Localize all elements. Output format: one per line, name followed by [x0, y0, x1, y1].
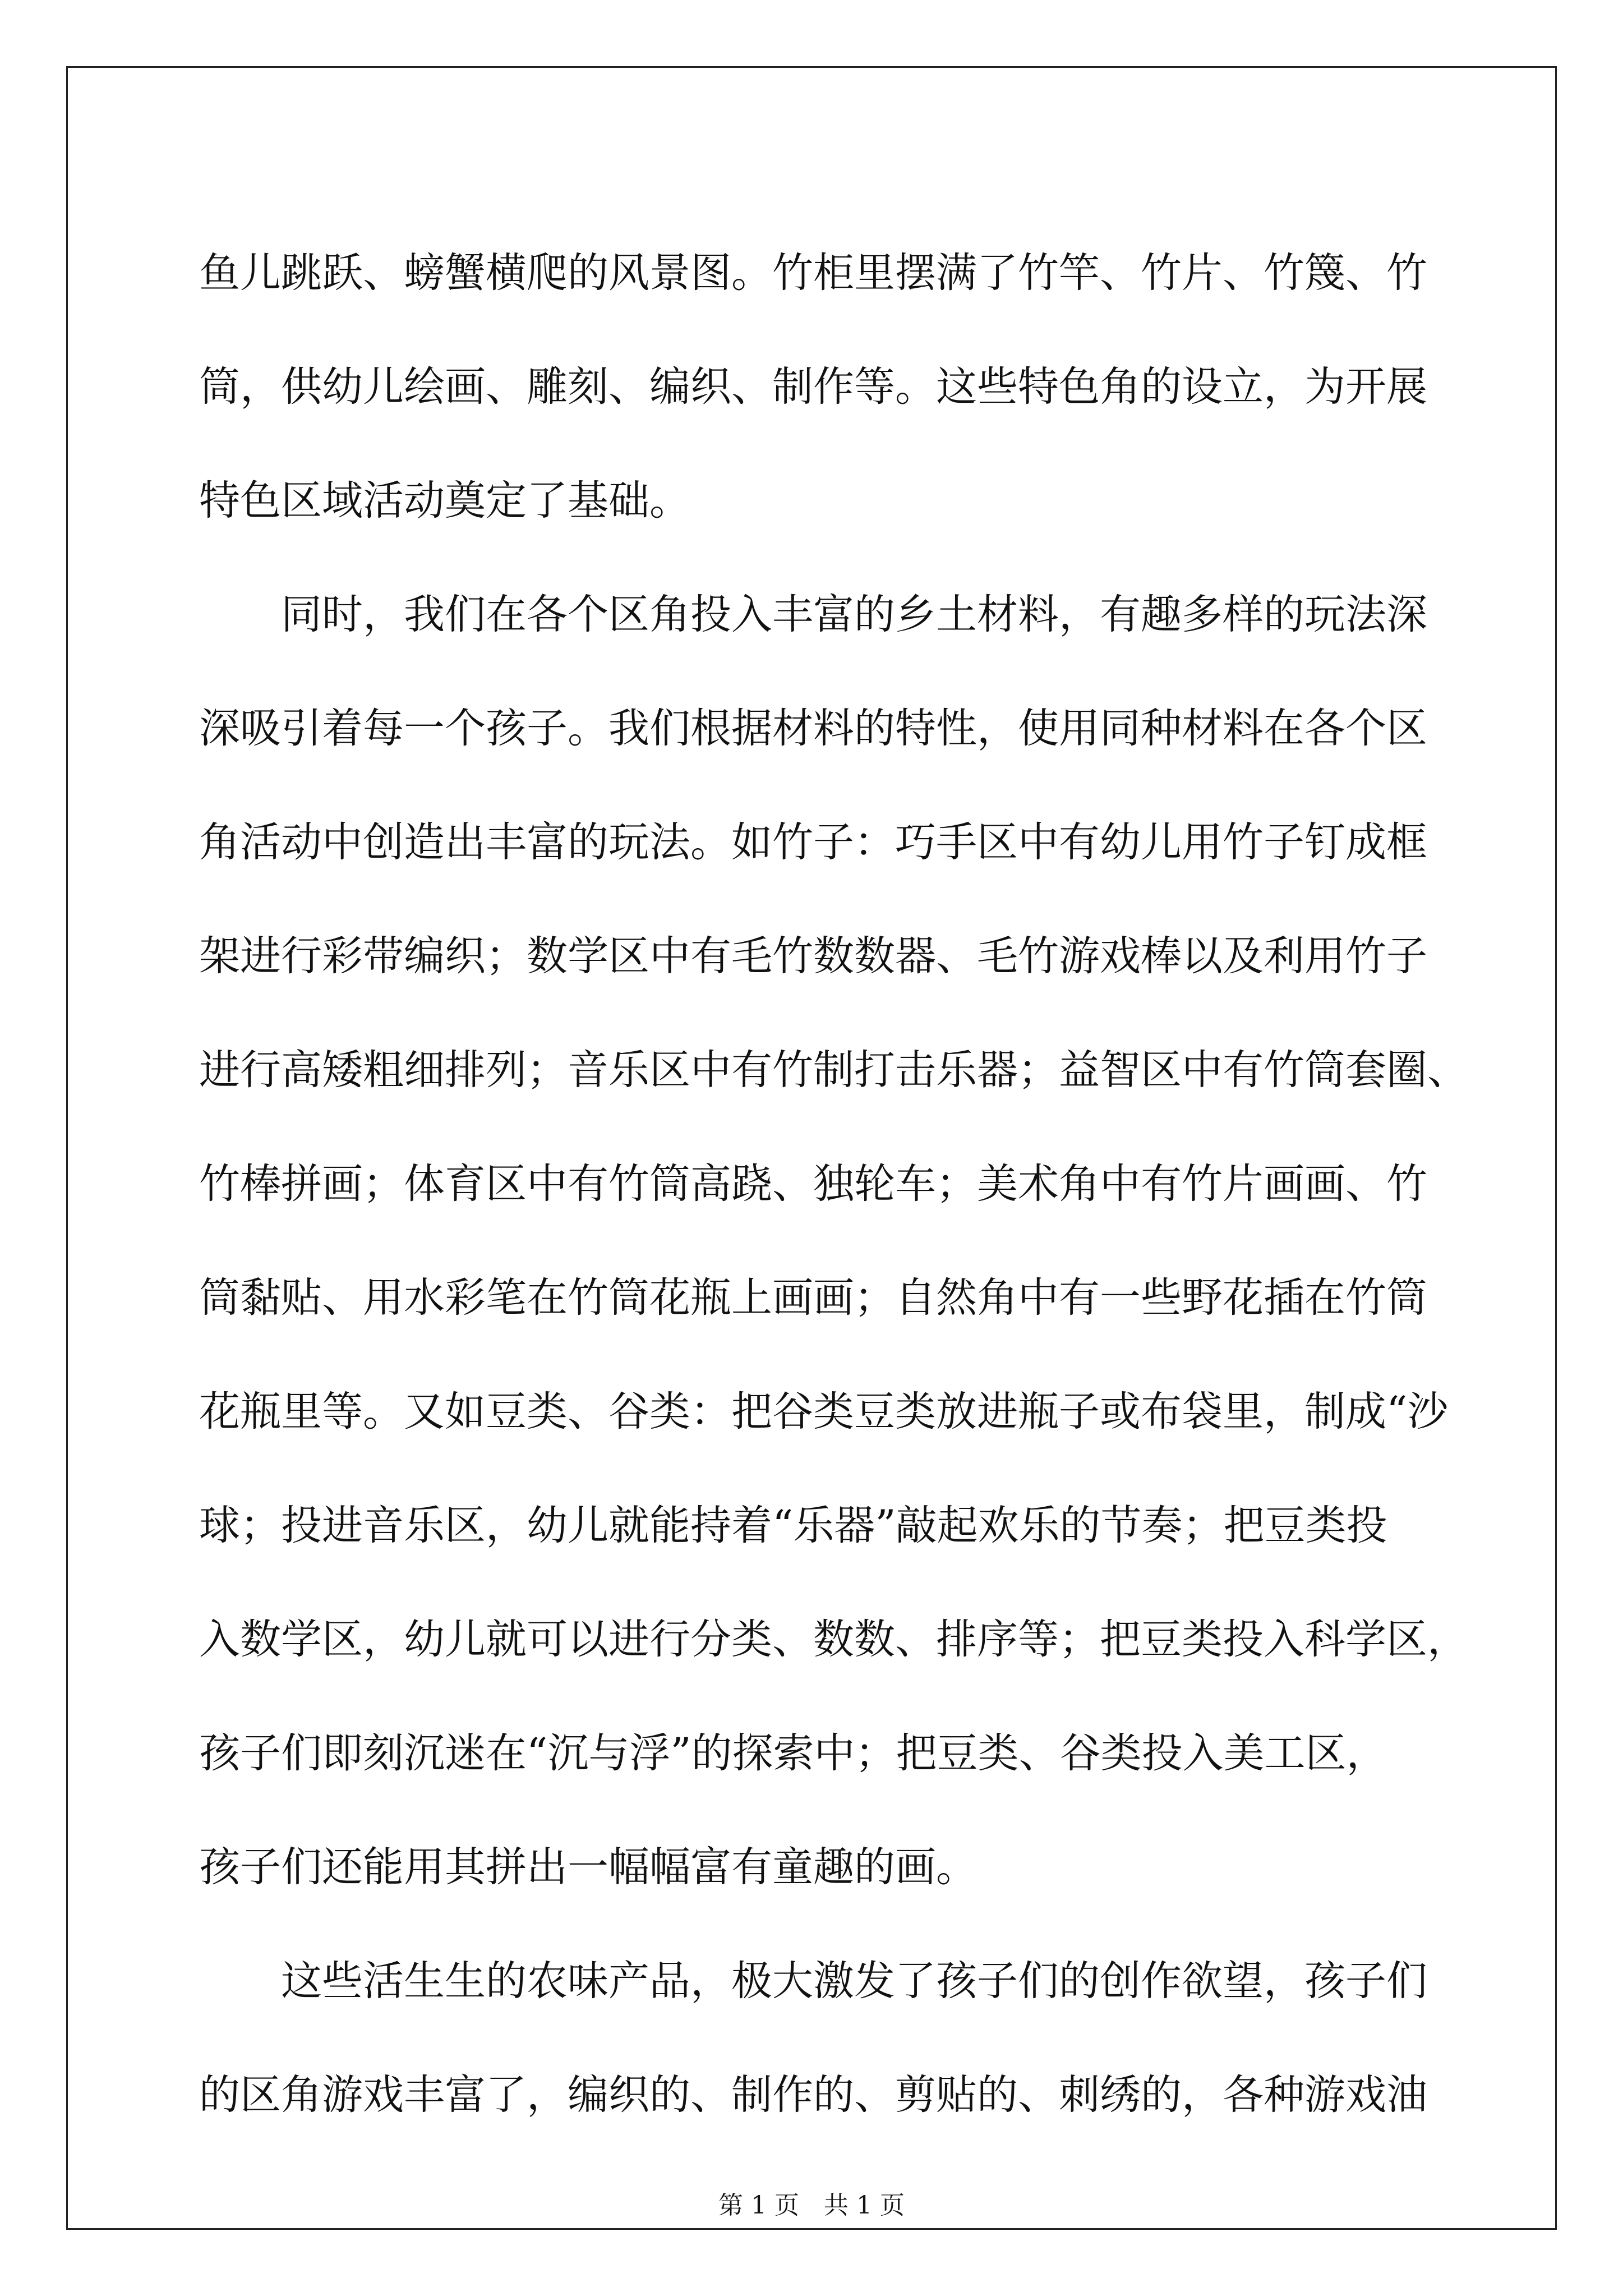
- text-line: 入数学区，幼儿就可以进行分类、数数、排序等；把豆类投入科学区，: [199, 1616, 1468, 1663]
- text-line: 角活动中创造出丰富的玩法。如竹子：巧手区中有幼儿用竹子钉成框: [199, 818, 1427, 866]
- text-line: 筒黏贴、用水彩笔在竹筒花瓶上画画；自然角中有一些野花插在竹筒: [199, 1274, 1427, 1322]
- text-line: 特色区域活动奠定了基础。: [199, 477, 690, 524]
- text-line: 的区角游戏丰富了，编织的、制作的、剪贴的、刺绣的，各种游戏油: [199, 2071, 1427, 2119]
- text-line: 这些活生生的农味产品，极大激发了孩子们的创作欲望，孩子们: [199, 1957, 1427, 2005]
- text-line: 花瓶里等。又如豆类、谷类：把谷类豆类放进瓶子或布袋里，制成“沙: [199, 1388, 1449, 1435]
- text-line: 孩子们还能用其拼出一幅幅富有童趣的画。: [199, 1843, 977, 1891]
- text-line: 鱼儿跳跃、螃蟹横爬的风景图。竹柜里摆满了竹竿、竹片、竹篾、竹: [199, 249, 1427, 297]
- text-line: 同时，我们在各个区角投入丰富的乡土材料，有趣多样的玩法深: [199, 591, 1427, 638]
- text-line: 架进行彩带编织；数学区中有毛竹数数器、毛竹游戏棒以及利用竹子: [199, 932, 1427, 980]
- text-line: 孩子们即刻沉迷在“沉与浮”的探索中；把豆类、谷类投入美工区，: [199, 1729, 1387, 1777]
- page-footer: [0, 2185, 1623, 2221]
- page-number-label: 第 1 页 共 1 页: [718, 2191, 905, 2220]
- document-body: [199, 216, 1468, 2152]
- text-line: 进行高矮粗细排列；音乐区中有竹制打击乐器；益智区中有竹筒套圈、: [199, 1046, 1468, 1094]
- text-line: 深吸引着每一个孩子。我们根据材料的特性，使用同种材料在各个区: [199, 705, 1427, 752]
- text-line: 筒，供幼儿绘画、雕刻、编织、制作等。这些特色角的设立，为开展: [199, 363, 1427, 411]
- text-line: 竹棒拼画；体育区中有竹筒高跷、独轮车；美术角中有竹片画画、竹: [199, 1160, 1427, 1208]
- text-line: 球；投进音乐区，幼儿就能持着“乐器”敲起欢乐的节奏；把豆类投: [199, 1502, 1387, 1549]
